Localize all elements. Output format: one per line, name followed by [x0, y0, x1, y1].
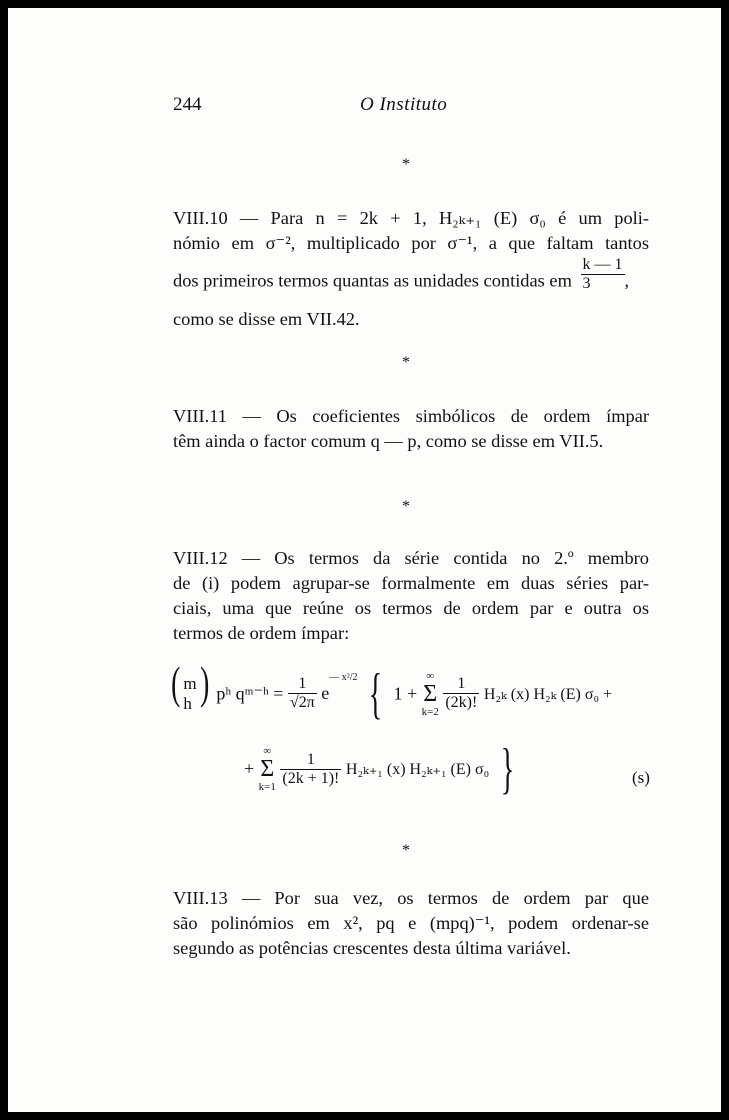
- left-brace: {: [368, 662, 383, 725]
- left-paren: (: [171, 657, 181, 708]
- text-fragment: dos primeiros termos quantas as unidades contidas em: [173, 270, 572, 291]
- term2-fraction: [280, 751, 341, 788]
- section-separator: *: [402, 156, 410, 173]
- term2-tail: H₂ₖ₊₁ (x) H₂ₖ₊₁ (E) σ₀: [345, 761, 490, 778]
- summation-2: [259, 744, 276, 794]
- term1-fraction: [443, 675, 479, 712]
- one-plus: 1 +: [393, 683, 418, 704]
- text-line: nómio em σ⁻², multiplicado por σ⁻¹, a que faltam tantos: [173, 233, 649, 253]
- lhs-term: pʰ qᵐ⁻ʰ =: [216, 683, 284, 704]
- section-viii-12: [173, 546, 649, 646]
- text-line: de (i) podem agrupar-se formalmente em duas séries par-: [173, 573, 649, 593]
- text-line: como se disse em VII.42.: [173, 309, 360, 329]
- document-page: [8, 8, 721, 1112]
- sigma-symbol: Σ: [260, 756, 275, 782]
- section-viii-10: [173, 206, 649, 329]
- binomial-top: m: [183, 673, 197, 693]
- term1-denominator: (2k)!: [445, 694, 478, 712]
- section-separator: *: [402, 354, 410, 371]
- text-line: VIII.10 — Para n = 2k + 1, H₂ₖ₊₁ (E) σ₀ é um poli-: [173, 208, 649, 228]
- binomial: [183, 674, 196, 714]
- exponential: [321, 672, 358, 704]
- term1-numerator: 1: [443, 675, 479, 694]
- binomial-bottom: h: [183, 693, 192, 713]
- term2-numerator: 1: [280, 751, 341, 770]
- text-line: VIII.11 — Os coeficientes simbólicos de ordem ímpar: [173, 406, 649, 426]
- equation-line-2: [244, 738, 521, 800]
- section-viii-13: [173, 886, 649, 961]
- text-line: dos primeiros termos quantas as unidades contidas em $\frac{k — 1}{3}$ ,: [173, 256, 630, 292]
- running-title: O Instituto: [360, 94, 448, 115]
- right-brace: }: [500, 738, 514, 800]
- page-number: 244: [173, 94, 202, 115]
- exp-base: e: [321, 683, 330, 704]
- text-line: VIII.12 — Os termos da série contida no 2.º membro: [173, 548, 649, 568]
- text-line: têm ainda o factor comum q — p, como se disse em VII.5.: [173, 431, 604, 451]
- sum-lower-limit: k=2: [421, 705, 439, 718]
- section-separator: *: [402, 498, 410, 515]
- section-viii-11: [173, 404, 649, 454]
- text-line: termos de ordem ímpar:: [173, 623, 350, 643]
- coefficient-denominator: √2π: [289, 694, 315, 712]
- coefficient-fraction: [288, 675, 317, 712]
- plus-sign: +: [244, 758, 255, 779]
- text-line: VIII.13 — Por sua vez, os termos de ordem par que: [173, 888, 649, 908]
- text-line: ciais, uma que reúne os termos de ordem par e outra os: [173, 598, 649, 618]
- sigma-symbol: Σ: [423, 680, 438, 707]
- fraction-numerator: k — 1: [582, 256, 623, 273]
- summation-1: [422, 669, 439, 719]
- term1-tail: H₂ₖ (x) H₂ₖ (E) σ₀ +: [483, 685, 613, 703]
- equation-line-1: [168, 657, 613, 725]
- sum-upper-limit: ∞: [263, 745, 272, 757]
- term2-denominator: (2k + 1)!: [282, 769, 340, 787]
- sum-lower-limit: k=1: [258, 781, 276, 793]
- right-paren: ): [199, 657, 209, 708]
- text-line: segundo as potências crescentes desta última variável.: [173, 938, 571, 958]
- exp-power: — x²/2: [329, 672, 358, 684]
- text-line: são polinómios em x², pq e (mpq)⁻¹, podem ordenar-se: [173, 913, 649, 933]
- fraction: [581, 256, 625, 293]
- fraction-denominator: 3: [582, 275, 591, 292]
- equation-label: (s): [632, 768, 650, 787]
- coefficient-numerator: 1: [288, 675, 317, 694]
- section-separator: *: [402, 842, 410, 859]
- sum-upper-limit: ∞: [426, 669, 435, 682]
